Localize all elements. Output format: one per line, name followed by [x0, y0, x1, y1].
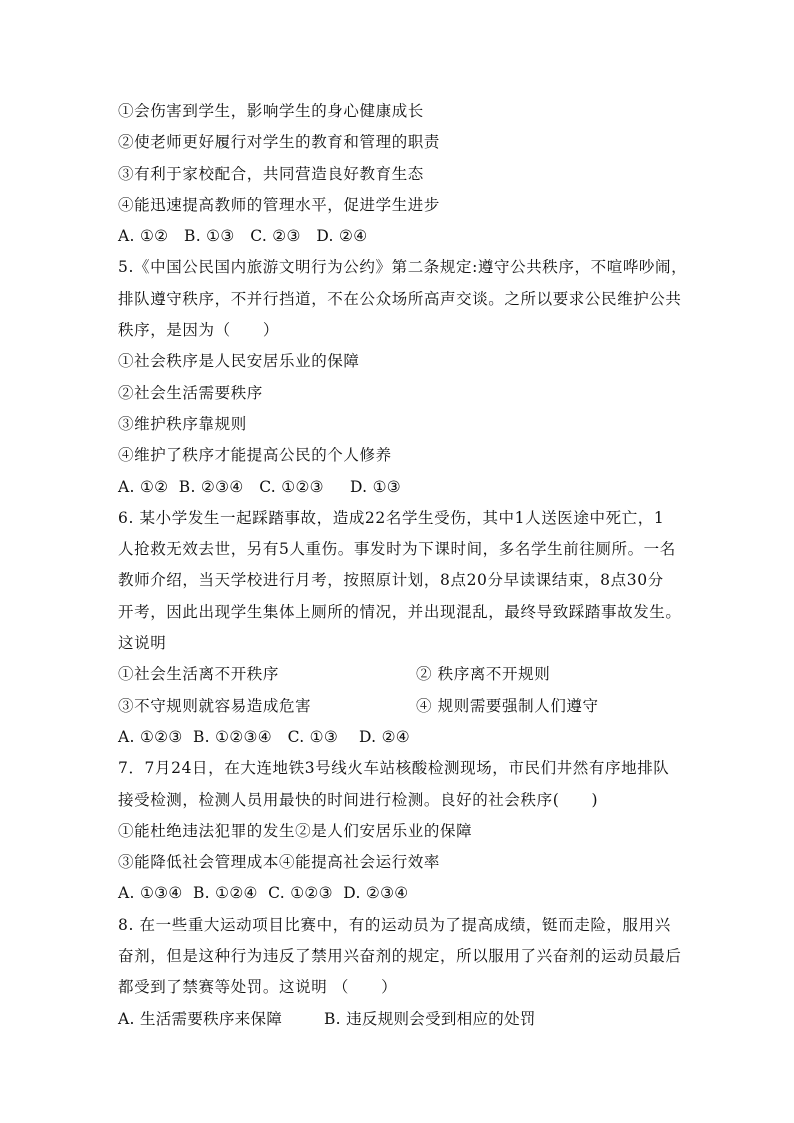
q6-options-row-1: [118, 659, 680, 690]
q4-option-3: ③有利于家校配合，共同营造良好教育生态: [118, 164, 424, 183]
q5-answer-choices: A. ①② B. ②③④ C. ①②③ D. ①③: [118, 477, 402, 496]
q5-option-1: ①社会秩序是人民安居乐业的保障: [118, 352, 360, 371]
q7-options-line-1: ①能杜绝违法犯罪的发生②是人们安居乐业的保障: [118, 821, 473, 840]
q4-answer-choices: A. ①② B. ①③ C. ②③ D. ②④: [118, 227, 368, 246]
q6-stem-line-4: 开考，因此出现学生集体上厕所的情况，并出现混乱，最终导致踩踏事故发生。: [118, 602, 682, 621]
q6-stem-line-3: 教师介绍，当天学校进行月考，按照原计划，8点20分早读课结束，8点30分: [118, 571, 664, 590]
q8-answer-choices: A. 生活需要秩序来保障 B. 违反规则会受到相应的处罚: [118, 1009, 536, 1028]
q6-stem-line-5: 这说明: [118, 634, 167, 653]
q7-stem-line-2: 接受检测，检测人员用最快的时间进行检测。良好的社会秩序( ): [118, 790, 599, 809]
q6-options-row-2: [118, 691, 680, 722]
q6-option-3: ③不守规则就容易造成危害: [118, 696, 312, 715]
question-7: [118, 753, 680, 909]
q6-stem-line-1: 6. 某小学发生一起踩踏事故，造成22名学生受伤，其中1人送医途中死亡，1: [118, 508, 665, 527]
q8-stem-line-3: 都受到了禁赛等处罚。这说明 （ ）: [118, 978, 398, 997]
question-6: [118, 503, 680, 753]
q5-stem-line-3: 秩序，是因为（ ）: [118, 321, 280, 340]
q7-answer-choices: A. ①③④ B. ①②④ C. ①②③ D. ②③④: [118, 884, 409, 903]
question-5: [118, 252, 688, 502]
q4-option-1: ①会伤害到学生，影响学生的身心健康成长: [118, 102, 424, 120]
q6-option-4: ④ 规则需要强制人们遵守: [416, 696, 599, 715]
q7-stem-line-1: 7．7月24日，在大连地铁3号线火车站核酸检测现场，市民们井然有序地排队: [118, 759, 670, 778]
q5-option-3: ③维护秩序靠规则: [118, 414, 247, 433]
exam-page: [118, 96, 688, 1035]
q8-stem-line-2: 奋剂，但是这种行为违反了禁用兴奋剂的规定，所以服用了兴奋剂的运动员最后: [118, 947, 682, 966]
question-8: [118, 910, 680, 1035]
q6-stem-line-2: 人抢救无效去世，另有5人重伤。事发时为下课时间，多名学生前往厕所。一名: [118, 540, 676, 559]
q6-option-2: ② 秩序离不开规则: [416, 665, 551, 684]
q5-stem-line-1: 5.《中国公民国内旅游文明行为公约》第二条规定:遵守公共秩序，不喧哗吵闹，: [118, 258, 688, 277]
q6-answer-choices: A. ①②③ B. ①②③④ C. ①③ D. ②④: [118, 727, 410, 746]
q6-option-1: ①社会生活离不开秩序: [118, 665, 280, 684]
question-4-tail: [118, 96, 680, 252]
q8-stem-line-1: 8. 在一些重大运动项目比赛中，有的运动员为了提高成绩，铤而走险，服用兴: [118, 915, 671, 934]
q5-option-4: ④维护了秩序才能提高公民的个人修养: [118, 446, 392, 465]
q5-option-2: ②社会生活需要秩序: [118, 383, 263, 402]
q7-options-line-2: ③能降低社会管理成本④能提高社会运行效率: [118, 853, 441, 872]
q5-stem-line-2: 排队遵守秩序，不并行挡道，不在公众场所高声交谈。之所以要求公民维护公共: [118, 289, 682, 308]
q4-option-2: ②使老师更好履行对学生的教育和管理的职责: [118, 133, 441, 152]
q4-option-4: ④能迅速提高教师的管理水平，促进学生进步: [118, 195, 441, 214]
